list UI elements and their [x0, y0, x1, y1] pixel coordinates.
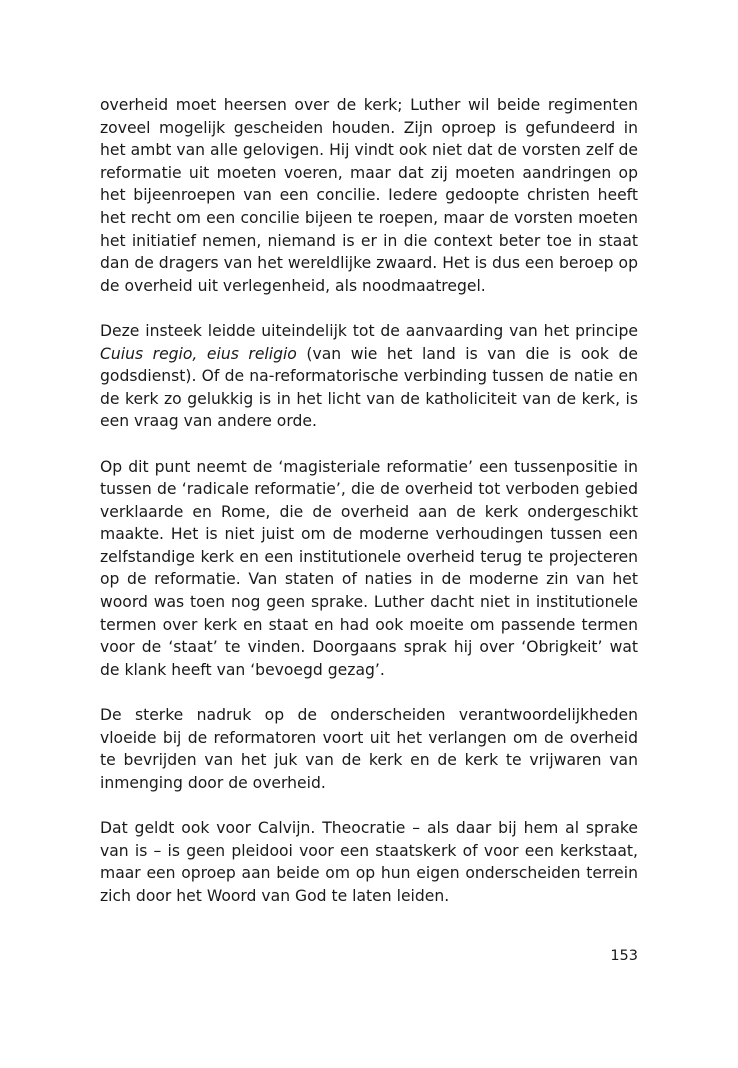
paragraph-2-before: Deze insteek leidde uiteindelijk tot de aanvaarding van het principe	[100, 321, 638, 340]
page-number: 153	[610, 948, 638, 964]
paragraph-1: overheid moet heersen over de kerk; Luther wil beide regimenten zoveel mogelijk gescheiden houden. Zijn oproep is gefundeerd in het ambt van alle gelovigen. Hij vindt ook niet dat de vorsten zelf de reformatie uit moeten voeren, maar dat zij moeten aandringen op het bijeenroepen van een concilie. Iedere gedoopte christen heeft het recht om een concilie bijeen te roepen, maar de vorsten moeten het initiatief nemen, niemand is er in die context beter toe in staat dan de dragers van het wereldlijke zwaard. Het is dus een beroep op de overheid uit verlegenheid, als noodmaatregel.	[100, 96, 638, 295]
paragraph-5: Dat geldt ook voor Calvijn. Theocratie – als daar bij hem al sprake van is – is geen pleidooi voor een staatskerk of voor een kerkstaat, maar een oproep aan beide om op hun eigen onderscheiden terrein zich door het Woord van God te laten leiden.	[100, 819, 638, 905]
paragraph-4: De sterke nadruk op de onderscheiden verantwoordelijkheden vloeide bij de reformatoren voort uit het verlangen om de overheid te bevrijden van het juk van de kerk en de kerk te vrijwaren van inmenging door de overheid.	[100, 706, 638, 792]
paragraph-2	[100, 320, 638, 433]
paragraph-2-after: (van wie het land is van die is ook de godsdienst). Of de na-reformatorische verbinding tussen de natie en de kerk zo gelukkig is in het licht van de katholiciteit van de kerk, is een vraag van andere orde.	[100, 344, 638, 431]
latin-phrase: Cuius regio, eius religio	[100, 344, 297, 363]
paragraph-3: Op dit punt neemt de ‘magisteriale reformatie’ een tussenpositie in tussen de ‘radicale reformatie’, die de overheid tot verboden gebied verklaarde en Rome, die de overheid aan de kerk ondergeschikt maakte. Het is niet juist om de moderne verhoudingen tussen een zelfstandige kerk en een institutionele overheid terug te projecteren op de reformatie. Van staten of naties in de moderne zin van het woord was toen nog geen sprake. Luther dacht niet in institutionele termen over kerk en staat en had ook moeite om passende termen voor de ‘staat’ te vinden. Doorgaans sprak hij over ‘Obrigkeit’ wat de klank heeft van ‘bevoegd gezag’.	[100, 457, 638, 679]
page-body	[100, 94, 638, 930]
